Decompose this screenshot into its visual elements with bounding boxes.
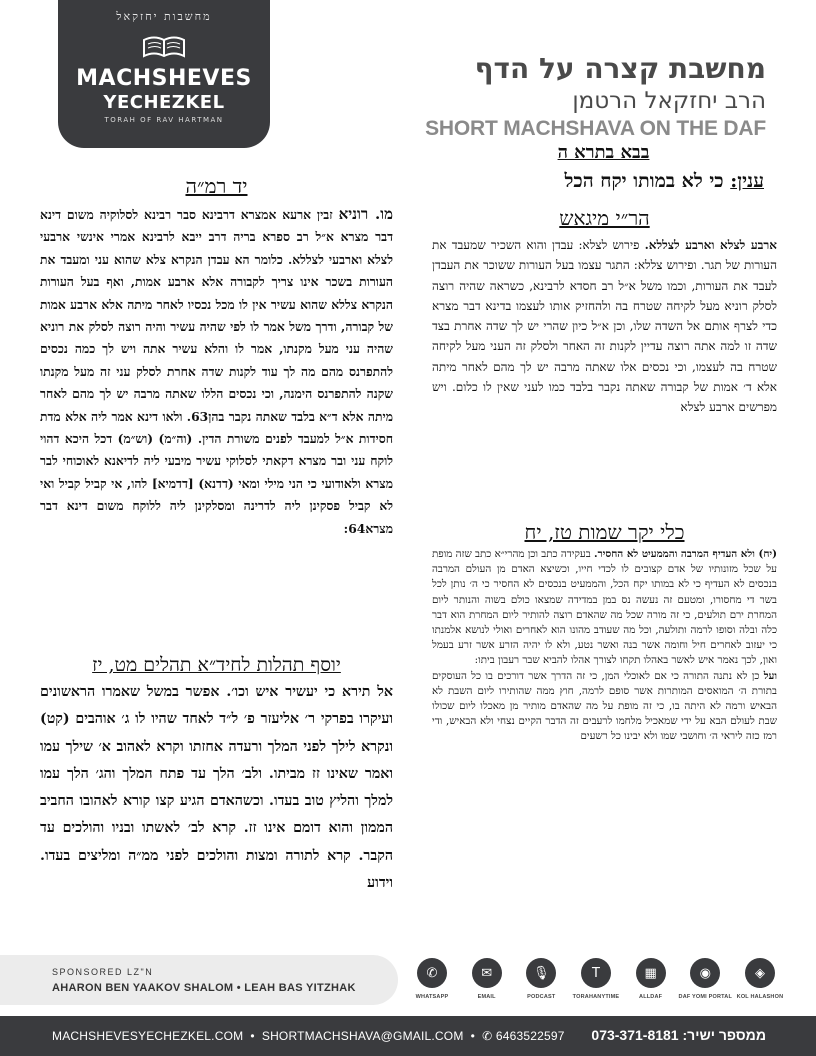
platform-label: KOL HALASHON	[736, 994, 784, 1000]
phone-label: ממספר ישיר:	[682, 1027, 766, 1043]
platform-link[interactable]	[465, 958, 509, 1008]
logo-line2: YECHEZKEL	[103, 92, 225, 113]
section-title: יד רמ״ה	[185, 174, 248, 198]
section-yosef-tehillos	[40, 654, 393, 897]
whatsapp-icon: ✆	[482, 1029, 493, 1043]
platform-link[interactable]	[629, 958, 673, 1008]
podcast-icon: 🎙	[526, 958, 556, 988]
platform-link[interactable]	[738, 958, 782, 1008]
kolhalashon-icon: ◈	[745, 958, 775, 988]
torahanytime-icon: T	[581, 958, 611, 988]
section-text: זבין ארעא אמצרא דרבינא סבר רבינא לסלוקיה משום דינא דבר מצרא א״ל רב ספרא בריה דרב ייבא לרבינא אמרי אינשי ארבעי לצלא וארבעי לצללא. כלומר הא עבדן הנקרא צלא שהוא עני ומעבד את העורות בשכר אינו צריך לקבורה אלא ארבע אמות, ואף בעל העורות הנקרא צללא שהוא עשיר אין לו מכל נכסיו לאחר מיתה אלא ארבע אמות של קבורה, ודרך משל אמר לו לפי שהיה עשיר והיה רוצה לסלק את רוניא שהיה עני מעל מקנתו, אמר לו והלא עשיר אתה ויש לך כמה נכסים להתפרנס מהם מה לך עוד לקנות שדה אחרת לסלק עני זה מעל מקנתו שקנה להתפרנס הימנה, וכי נכסים הללו שאתה מרבה יש לך מהם לאחר מיתה אלא ד״א בלבד שאתה נקבר בהן63. ולאו דינא אמר ליה אלא מדת חסידות א״ל למעבד לפנים משורת הדין. (וה״מ) (וש״מ) דכל היכא דהוי לוקח עני ובר מצרא דקאתי לסלוקי עשיר מיבעי ליה לדיאנא לאוכוחי לבר מצרא ולאודועי כי הני מילי ומאי (דדנא) [דדמיא] להו, אי קביל קביל ואי לא קביל פסקינן ליה לדרינה ומסלקינן ליה ללוקח משום דינא דבר מצרא64:	[40, 207, 394, 536]
footer-contacts: MACHSHEVESYECHEZKEL.COM • SHORTMACHSHAVA@GMAIL.COM • ✆ 6463522597	[52, 1029, 565, 1043]
topic-text: כי לא במותו יקח הכל	[564, 170, 724, 192]
email-link[interactable]: SHORTMACHSHAVA@GMAIL.COM	[261, 1029, 464, 1043]
section-yad-ramah	[40, 174, 393, 540]
platform-label: ALLDAF	[639, 994, 663, 1000]
page-title: מחשבת קצרה על הדף	[474, 52, 766, 85]
section-title: הר״י מיגאש	[559, 206, 650, 230]
platform-label: EMAIL	[477, 994, 496, 1000]
phone-number[interactable]: 073-371-8181	[591, 1027, 679, 1043]
section-body	[432, 235, 777, 418]
logo-hebrew: מחשבות יחזקאל	[116, 10, 212, 23]
sponsor-label: SPONSORED LZ"N	[52, 967, 154, 977]
footer	[0, 1016, 816, 1056]
section-title: כלי יקר שמות טז, יח	[524, 520, 685, 544]
email-icon: ✉	[472, 958, 502, 988]
logo	[58, 0, 270, 148]
alldaf-icon: ▦	[636, 958, 666, 988]
topic-line	[565, 170, 764, 193]
whatsapp-icon: ✆	[417, 958, 447, 988]
platform-link[interactable]	[519, 958, 563, 1008]
english-title: SHORT MACHSHAVA ON THE DAF	[425, 117, 766, 140]
section-text: פירוש לצלא: עבדן והוא השכיר שמעבד את העורות של תגר. ופירוש צללא: התגר עצמו בעל העורות ששוכר את העבדן לעבד את העורות, וכמו משל א״ל רב חסדא לרבינא, כשראה שהיה רוצה לסלק רוניא מעל לקיחה שטרח בה ולהחזיק אותו לעצמו בדינא דבר מצרא כדי לצרף אותם אל השדה שלו, וכן א״ל כיון שהרי יש לך שדה אחרת בצד שדה זו למה אתה רוצה עדיין לקנות זה האחר ולסלק זה העני מעל לקיחה שטרח בה לעצמו, וכי נכסים אלו שאתה מרבה יש לך מהם לאחר מיתה אלא ד׳ אמות של קבורה שאתה נקבר בלבד כמו לעני שאין לו כלום. ויש מפרשים ארבע לצלא	[432, 238, 777, 415]
logo-tagline: TORAH OF RAV HARTMAN	[104, 116, 224, 124]
section-text: אפשר במשל שאמרו הראשונים ועיקרו בפרקי ר׳ אליעזר פ׳ ל״ד לאחד שהיו לו ג׳ אוהבים (קט) ונקרא לילך לפני המלך ורעדה אחזתו וקרא לאהוב א׳ שילך עמו ואמר שאינו זז מביתו. ולב׳ הלך עד פתח המלך והג׳ הלך עמו למלך והליץ טוב בעדו. וכשהאדם הגיע קצו קורא לאהובו החביב הממון והוא דומם אינו זז. קרא לב׳ לאשתו ובניו והולכים עד הקבר. קרא לתורה ומצות והולכים לפני ממ״ה ומליצים בעדו. וידוע	[40, 684, 393, 892]
section-body	[40, 203, 393, 540]
section-lead-2: ועל	[763, 669, 777, 682]
platform-label: PODCAST	[527, 994, 556, 1000]
platform-link[interactable]	[678, 958, 733, 1008]
section-lead: (יח) ולא העדיף המרבה והממעיט לא החסיר.	[594, 548, 777, 560]
whatsapp-number[interactable]: 6463522597	[495, 1029, 565, 1043]
section-text: בעקידה כתב וכן מהרי״א כתב שזה מופת על שכל מזונותיו של אדם קצובים לו לכדי חייו, וכשיצא האדם מן העולם המרבה בנכסים לא העדיף כי לא במותו יקח הכל, והממעיט בנכסים לא החסיר כי ה׳ נותן לכל בשר די מחסורו, ומטעם זה נעשה נס במן במדידה שמצאו כולם בשוה והנותר ליום המחרת ירם תולעים, כי זה מורה שכל מה שהאדם רוצה להותיר ליום המחרת הוא דבר כלה ובלה וסופו לרמה ותולעה, וכל מה שעודב מהונו הוא לאחרים ואולי לנושא אלמנתו כי יעזוב לאחרים חיל וחומה אשר בנה ואשר נטע, ולא לו יהיה הזרע אשר זרע בעמל ואון, לכך נאמר איש לאשר באהלו תקחו לצורך אהלו להביא שבר רעבון ביתו:	[432, 548, 777, 667]
footer-phone	[591, 1027, 766, 1043]
sponsor-names: AHARON BEN YAAKOV SHALOM • LEAH BAS YITZHAK	[52, 982, 356, 994]
section-body	[40, 679, 393, 897]
sponsor-bar	[0, 955, 398, 1005]
section-text-2: כן לא נתנה התורה כי אם לאוכלי המן, כי זה הדרך אשר דורכים בו כל העוסקים בתורת ה׳ המואסים המותרות אשר סופם לרמה, חוץ ממה שהותירו ליום השבת לא הבאיש ורמה לא היתה בו, כי זה מופת על מה שהאדם מותיר מן מאכלו ליום שכולו שבת לעולם הבא על ידי שמאכיל מלחמו לרעבים זה הדבר הקיים נצחי ולא הבאיש, ודי רמז כזה ליראי ה׳ וחושבי שמו ולא יבינו כל רשעים	[432, 669, 777, 743]
section-lead: מו. רוניא	[338, 205, 393, 223]
rabbi-name: הרב יחזקאל הרטמן	[572, 88, 766, 114]
platform-links	[410, 958, 782, 1008]
section-title: יוסף תהלות לחיד״א תהלים מט, יז	[92, 654, 341, 676]
logo-line1: MACHSHEVES	[76, 66, 252, 91]
daf-reference: בבא בתרא ה	[557, 142, 650, 163]
section-ri-migash	[432, 206, 777, 418]
section-lead: ארבע לצלא וארבע לצללא.	[644, 238, 777, 252]
platform-link[interactable]	[574, 958, 618, 1008]
website-link[interactable]: MACHSHEVESYECHEZKEL.COM	[52, 1029, 244, 1043]
platform-label: TORAHANYTIME	[572, 994, 620, 1000]
topic-label: ענין:	[730, 170, 764, 192]
section-lead: אל תירא כי יעשיר איש וכו׳.	[226, 684, 393, 700]
section-kli-yakar	[432, 520, 777, 745]
platform-link[interactable]	[410, 958, 454, 1008]
platform-label: DAF YOMI PORTAL	[678, 994, 733, 1000]
platform-label: WHATSAPP	[415, 994, 449, 1000]
open-book-icon	[142, 32, 186, 60]
section-body	[432, 547, 777, 745]
dafyomi-portal-icon: ◉	[690, 958, 720, 988]
